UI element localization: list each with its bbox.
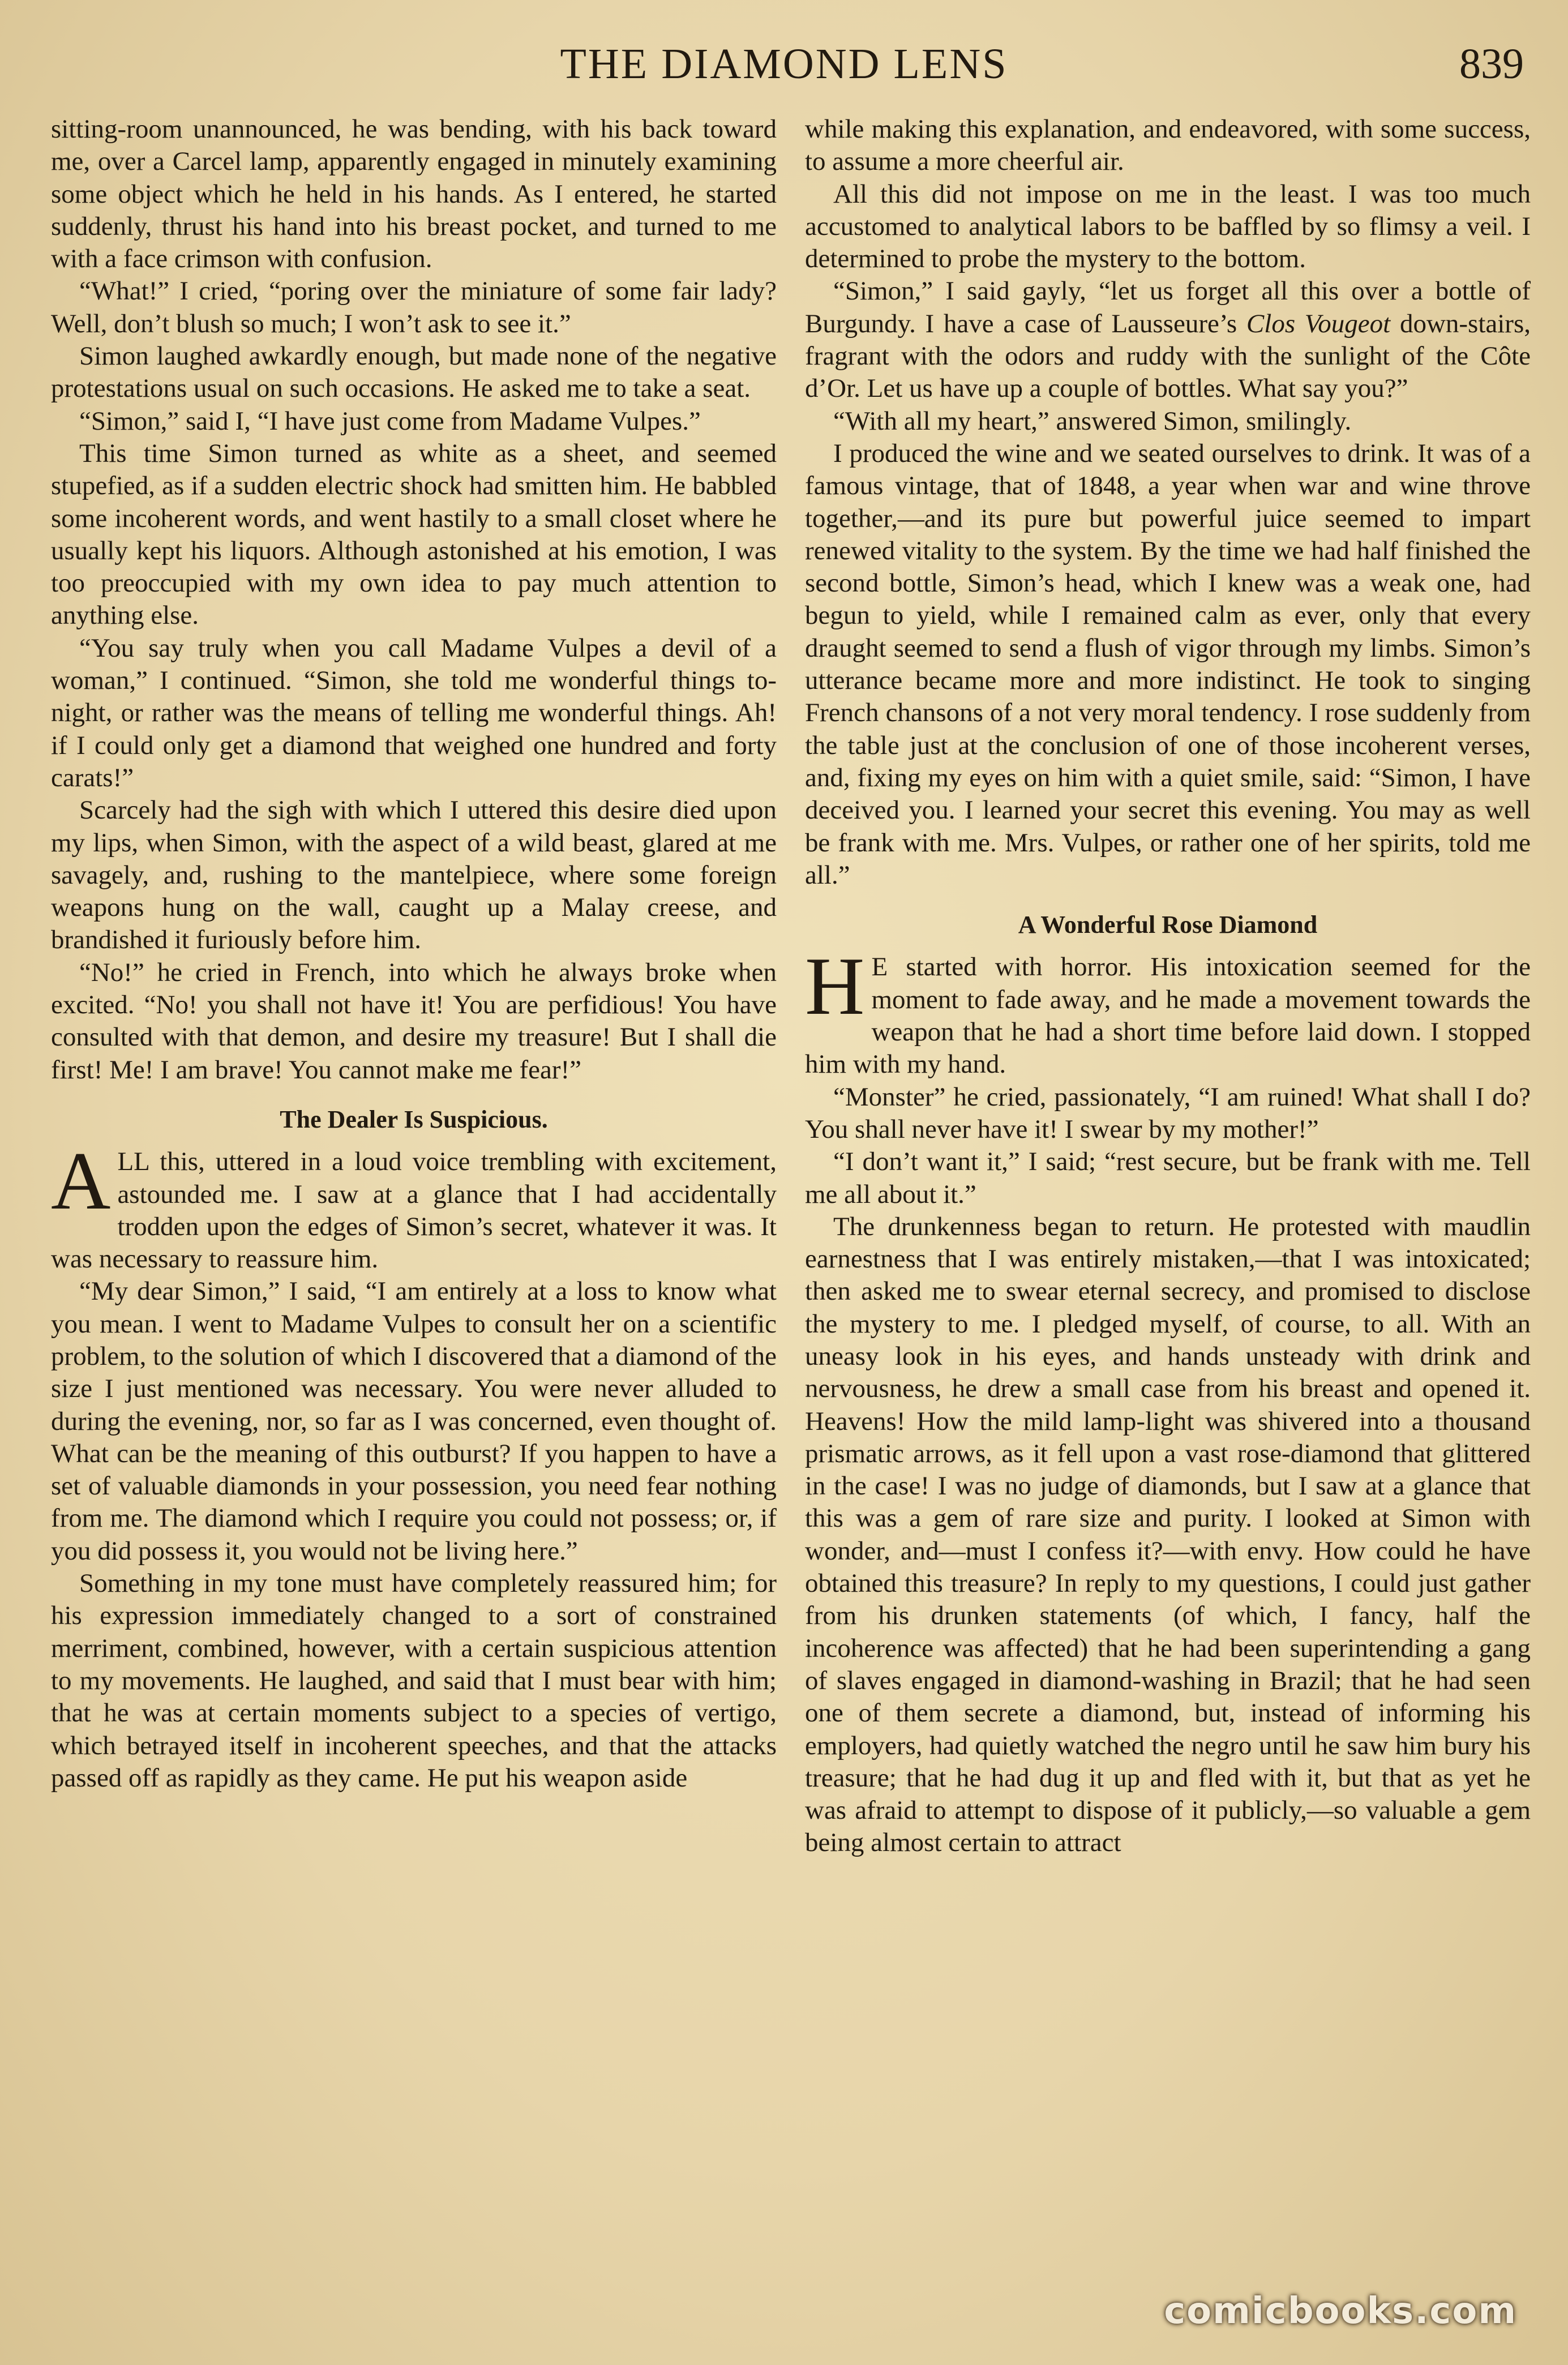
paragraph: Scarcely had the sigh with which I uttered this desire died upon my lips, when Simon, with the aspect of a wild beast, glared at me savagely, and, rushing to the mantelpiece, where some foreign weapons hung on the wall, caught up a Malay creese, and brandished it furiously before him. — [51, 795, 777, 955]
paragraph-with-drop-cap — [51, 1135, 777, 1275]
paragraph: Something in my tone must have completely reassured him; for his expression immediately changed to a sort of constrained merriment, combined, however, with a certain suspicious attention to my movements. He laughed, and said that I must bear with him; that he was at certain moments subject to a species of vertigo, which betrayed itself in incoherent speeches, and that the attacks passed off as rapidly as they came. He put his weapon aside — [51, 1569, 777, 1793]
paragraph: “My dear Simon,” I said, “I am entirely at a loss to know what you mean. I went to Madame Vulpes to consult her on a scientific problem, to the solution of which I discovered that a diamond of the size I just mentioned was necessary. You were never alluded to during the evening, nor, so far as I was concerned, even thought of. What can be the meaning of this outburst? If you happen to have a set of valuable diamonds in your possession, you need fear nothing from me. The diamond which I require you could not possess; or, if you did possess it, you would not be living here.” — [51, 1276, 777, 1566]
paragraph: Simon laughed awkardly enough, but made none of the negative protestations usual on such occasions. He asked me to take a seat. — [51, 341, 777, 404]
running-title: THE DIAMOND LENS — [560, 40, 1008, 88]
paragraph-text: LL this, uttered in a loud voice trembling with excitement, astounded me. I saw at a glance that I had accidentally trodden upon the edges of Simon’s secret, whatever it was. It was necessary to reassure him. — [51, 1147, 777, 1274]
paragraph: sitting-room unannounced, he was bending, with his back toward me, over a Carcel lamp, apparently engaged in minutely examining some object which he held in his hands. As I entered, he started suddenly, thrust his hand into his breast pocket, and turned to me with a face crimson with confusion. — [51, 114, 777, 274]
paragraph-text: down-stairs, fragrant with the odors and ruddy with the sunlight of the Côte d’Or. Let us have up a couple of bottles. What say you?” — [805, 309, 1531, 404]
section-subhead: The Dealer Is Suspicious. — [280, 1105, 548, 1133]
paragraph: This time Simon turned as white as a sheet, and seemed stupefied, as if a sudden electric shock had smitten him. He babbled some incoherent words, and went hastily to a small closet where he usually kept his liquors. Although astonished at his emotion, I was too preoccupied with my own idea to pay much attention to anything else. — [51, 438, 777, 631]
paragraph-text: E started with horror. His intoxication seemed for the moment to fade away, and he made a movement towards the weapon that he had a short time before laid down. I stopped him with my hand. — [805, 952, 1531, 1079]
section-subhead: A Wonderful Rose Diamond — [1018, 911, 1318, 939]
left-column — [51, 113, 777, 1794]
paragraph: “I don’t want it,” I said; “rest secure, but be frank with me. Tell me all about it.” — [805, 1147, 1531, 1209]
drop-cap: A — [51, 1135, 111, 1227]
italic-wine-name: Clos Vougeot — [1246, 309, 1391, 339]
paragraph-text: “Simon,” I said gayly, “let us forget all this over a bottle of Burgundy. I have a case of Lausseure’s — [805, 276, 1531, 339]
paragraph: “You say truly when you call Madame Vulpes a devil of a woman,” I continued. “Simon, she told me wonderful things to-night, or rather was the means of telling me wonderful things. Ah! if I could only get a diamond that weighed one hundred and forty carats!” — [51, 633, 777, 792]
paragraph: The drunkenness began to return. He protested with maudlin earnestness that I was entirely mistaken,—that I was intoxicated; then asked me to swear eternal secrecy, and promised to disclose the mystery to me. I pledged myself, of course, to all. With an uneasy look in his eyes, and hands unsteady with drink and nervousness, he drew a small case from his breast and opened it. Heavens! How the mild lamp-light was shivered into a thousand prismatic arrows, as it fell upon a vast rose-diamond that glittered in the case! I was no judge of diamonds, but I saw at a glance that this was a gem of rare size and purity. I looked at Simon with wonder, and—must I confess it?—with envy. How could he have obtained this treasure? In reply to my questions, I could just gather from his drunken statements (of which, I fancy, half the incoherence was affected) that he had been superintending a gang of slaves engaged in diamond-washing in Brazil; that he had seen one of them secrete a diamond, but, instead of informing his employers, had quietly watched the negro until he saw him bury his treasure; that he had dug it up and fled with it, but that as yet he was afraid to attempt to dispose of it publicly,—so valuable a gem being almost certain to attract — [805, 1211, 1531, 1858]
paragraph: “Simon,” said I, “I have just come from Madame Vulpes.” — [79, 406, 701, 436]
paragraph: “No!” he cried in French, into which he always broke when excited. “No! you shall not have it! You are perfidious! You have consulted with that demon, and desire my treasure! But I shall die first! Me! I am brave! You cannot make me fear!” — [51, 957, 777, 1085]
drop-cap: H — [805, 940, 865, 1032]
right-column — [805, 113, 1531, 1860]
paragraph-with-drop-cap — [805, 940, 1531, 1081]
paragraph: “Monster” he cried, passionately, “I am ruined! What shall I do? You shall never have it! I swear by my mother!” — [805, 1082, 1531, 1144]
paragraph — [805, 275, 1531, 405]
paragraph: I produced the wine and we seated ourselves to drink. It was of a famous vintage, that of 1848, a year when war and wine throve together,—and its pure but powerful juice seemed to impart renewed vitality to the system. By the time we had half finished the second bottle, Simon’s head, which I knew was a weak one, had begun to yield, while I remained calm as ever, only that every draught seemed to send a flush of vigor through my limbs. Simon’s utterance became more and more indistinct. He took to singing French chansons of a not very moral tendency. I rose suddenly from the table just at the conclusion of one of those incoherent verses, and, fixing my eyes on him with a quiet smile, said: “Simon, I have deceived you. I learned your secret this evening. You may as well be frank with me. Mrs. Vulpes, or rather one of her spirits, told me all.” — [805, 438, 1531, 890]
site-watermark: comicbooks.com — [1164, 2290, 1517, 2332]
paragraph: “With all my heart,” answered Simon, smilingly. — [833, 406, 1352, 436]
paragraph: while making this explanation, and endeavored, with some success, to assume a more cheerful air. — [805, 114, 1531, 177]
page-number: 839 — [1459, 40, 1524, 88]
paragraph: All this did not impose on me in the least. I was too much accustomed to analytical labors to be baffled by so flimsy a veil. I determined to probe the mystery to the bottom. — [805, 179, 1531, 274]
paragraph: “What!” I cried, “poring over the miniature of some fair lady? Well, don’t blush so much; I won’t ask to see it.” — [51, 276, 777, 339]
page-header — [0, 40, 1568, 108]
